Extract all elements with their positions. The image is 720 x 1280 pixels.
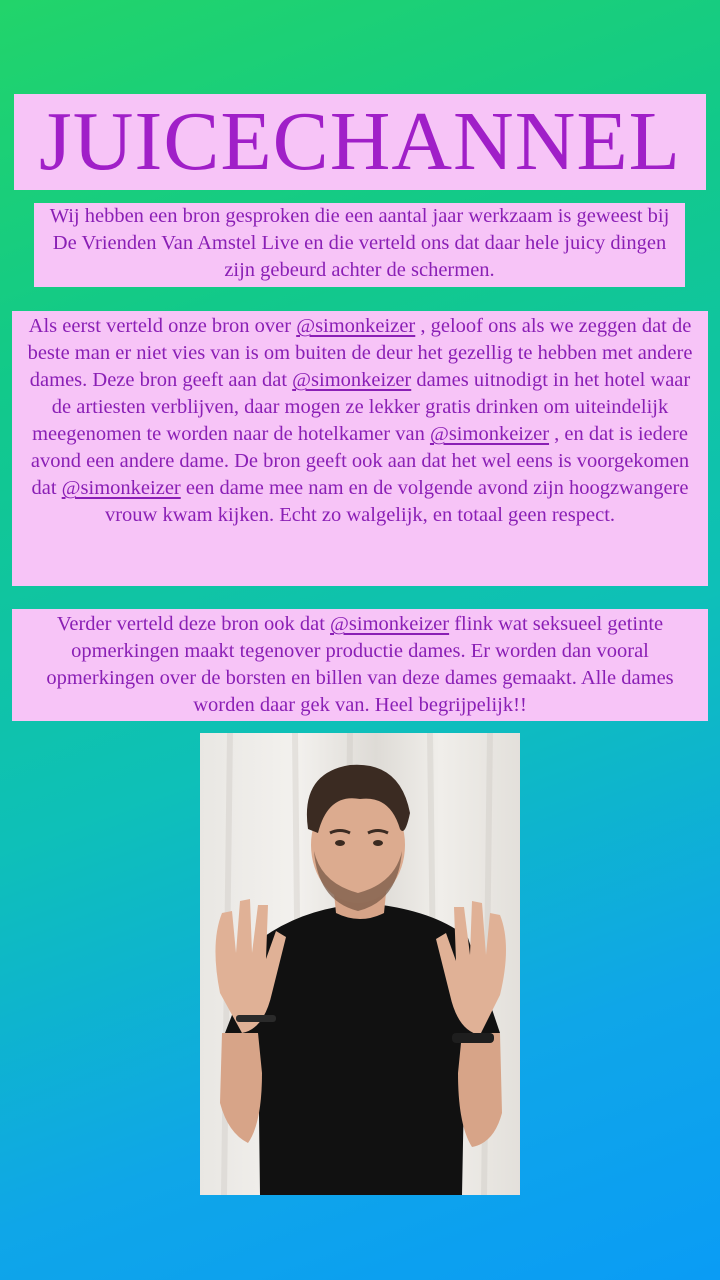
mention-link[interactable]: @simonkeizer xyxy=(330,613,450,635)
text-run: , geloof ons als we zeggen dat de beste man er niet vies van is om buiten de deur het gezellig te hebben met andere dames. Deze bron geeft aan dat xyxy=(27,315,693,391)
page-title: JUICECHANNEL xyxy=(39,95,681,188)
person-illustration xyxy=(200,733,520,1195)
mention-link[interactable]: @simonkeizer xyxy=(292,369,412,391)
story-paragraph-2 xyxy=(18,611,702,719)
text-run: , en dat is iedere avond een andere dame. De bron geeft ook aan dat het wel eens is voorgekomen dat xyxy=(30,423,690,499)
story-paragraph-1 xyxy=(18,313,702,529)
story-paragraph-2-box xyxy=(12,609,708,721)
story-paragraph-1-box xyxy=(12,311,708,586)
text-run: een dame mee nam en de volgende avond zijn hoogzwangere vrouw kwam kijken. Echt zo walgelijk, en totaal geen respect. xyxy=(104,477,689,526)
text-run: dames uitnodigt in het hotel waar de artiesten verblijven, daar mogen ze lekker gratis drinken om uiteindelijk meegenomen te worden naar de hotelkamer van xyxy=(32,369,691,445)
text-run: flink wat seksueel getinte opmerkingen maakt tegenover productie dames. Er worden dan vooral opmerkingen over de borsten en billen van deze dames gemaakt. Alle dames worden daar gek van. Heel begrijpelijk!! xyxy=(46,613,674,716)
text-run: Verder verteld deze bron ook dat xyxy=(56,613,331,635)
mention-link[interactable]: @simonkeizer xyxy=(61,477,181,499)
intro-text-box xyxy=(34,203,685,287)
mention-link[interactable]: @simonkeizer xyxy=(429,423,550,445)
title-banner xyxy=(14,94,706,190)
person-photo xyxy=(200,733,520,1195)
mention-link[interactable]: @simonkeizer xyxy=(296,315,416,337)
text-run: Als eerst verteld onze bron over xyxy=(28,315,297,337)
intro-text: Wij hebben een bron gesproken die een aantal jaar werkzaam is geweest bij De Vrienden Van Amstel Live en die verteld ons dat daar hele juicy dingen zijn gebeurd achter de schermen. xyxy=(49,205,670,281)
